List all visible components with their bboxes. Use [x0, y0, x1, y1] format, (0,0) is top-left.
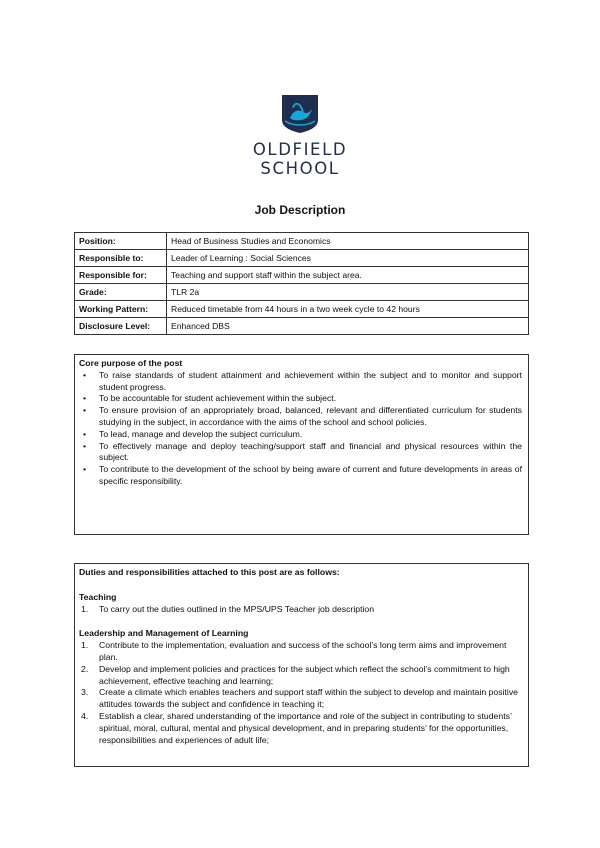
table-row — [75, 250, 529, 267]
list-item — [81, 640, 522, 664]
info-label: Disclosure Level: — [75, 318, 167, 335]
leadership-list — [79, 640, 522, 746]
list-item: • To lead, manage and develop the subject curriculum. — [99, 429, 522, 441]
duties-heading: Duties and responsibilities attached to this post are as follows: — [79, 567, 340, 577]
item-text: Establish a clear, shared understanding of the importance and role of the subject in contributing to students’ spiritual, moral, cultural, mental and physical development, and in preparing students’ for the opportunities, responsibilities and experiences of adult life; — [99, 710, 512, 745]
item-text: Create a climate which enables teachers and support staff within the subject to develop and maintain positive attitudes towards the subject and confidence in teaching it; — [99, 687, 519, 710]
swan-crest-icon — [281, 94, 319, 134]
core-purpose-box — [74, 354, 529, 535]
info-value: Teaching and support staff within the subject area. — [167, 267, 529, 284]
table-row — [75, 284, 529, 301]
table-row — [75, 267, 529, 284]
table-row — [75, 233, 529, 250]
list-item: • To contribute to the development of the school by being aware of current and future developments in areas of specific responsibility. — [99, 464, 522, 488]
info-value: Head of Business Studies and Economics — [167, 233, 529, 250]
info-label: Grade: — [75, 284, 167, 301]
info-value: Enhanced DBS — [167, 318, 529, 335]
list-item: • To effectively manage and deploy teaching/support staff and financial and physical resources within the subject. — [99, 441, 522, 465]
item-text: To carry out the duties outlined in the MPS/UPS Teacher job description — [99, 603, 375, 614]
list-item: • To raise standards of student attainment and achievement within the subject and to monitor and support student progress. — [99, 370, 522, 394]
list-item — [81, 603, 522, 616]
list-item: • To be accountable for student achievement within the subject. — [99, 393, 522, 405]
item-text: Develop and implement policies and practices for the subject which reflect the school’s commitment to high achievement, effective teaching and learning; — [99, 663, 510, 686]
job-info-table — [74, 232, 529, 335]
school-name-line1: OLDFIELD — [252, 140, 348, 159]
info-label: Working Pattern: — [75, 301, 167, 318]
info-value: TLR 2a — [167, 284, 529, 301]
document-title: Job Description — [254, 203, 346, 217]
info-value: Leader of Learning : Social Sciences — [167, 250, 529, 267]
school-logo — [0, 94, 600, 178]
info-label: Responsible to: — [75, 250, 167, 267]
list-item: • To ensure provision of an appropriately broad, balanced, relevant and differentiated curriculum for students studying in the subject, in accordance with the aims of the school and school policies. — [99, 405, 522, 429]
table-row — [75, 318, 529, 335]
list-item — [81, 710, 522, 746]
list-item — [81, 663, 522, 688]
teaching-heading: Teaching — [79, 591, 117, 602]
teaching-list — [79, 604, 522, 616]
duties-box — [74, 563, 529, 767]
item-number: 1. — [81, 603, 89, 614]
core-purpose-heading: Core purpose of the post — [79, 358, 183, 368]
info-label: Position: — [75, 233, 167, 250]
item-number: 2. — [81, 663, 89, 674]
leadership-heading: Leadership and Management of Learning — [79, 628, 249, 639]
core-purpose-list — [79, 370, 522, 488]
item-text: Contribute to the implementation, evaluation and success of the school’s long term aims and improvement plan. — [99, 640, 507, 662]
info-label: Responsible for: — [75, 267, 167, 284]
item-number: 4. — [81, 710, 89, 721]
table-row — [75, 301, 529, 318]
item-number: 3. — [81, 687, 89, 698]
school-name-line2: SCHOOL — [260, 159, 340, 178]
list-item — [81, 687, 522, 711]
info-value: Reduced timetable from 44 hours in a two week cycle to 42 hours — [167, 301, 529, 318]
item-number: 1. — [81, 640, 89, 651]
